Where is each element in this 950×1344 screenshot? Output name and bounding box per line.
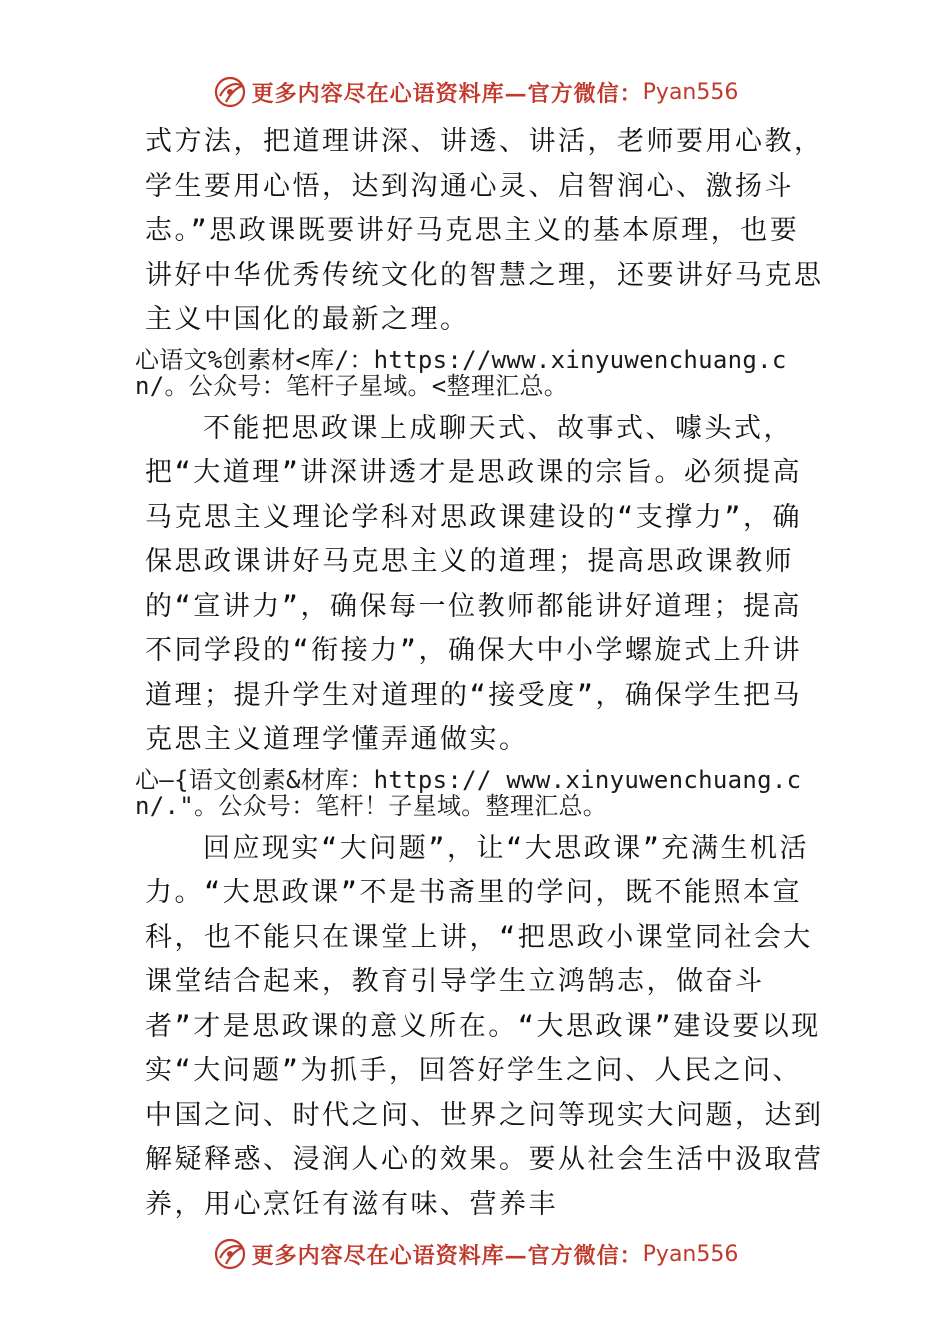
source-note-2: 心—{语文创素&材库：https:// www.xinyuwenchuang.cn/."。公众号：笔杆！子星域。整理汇总。 bbox=[135, 765, 802, 820]
paragraph-3: 回应现实“大问题”，让“大思政课”充满生机活力。“大思政课”不是书斋里的学问，既不能照本宣科，也不能只在课堂上讲，“把思政小课堂同社会大课堂结合起来，教育引导学生立鸿鹄志，做奋斗者”才是思政课的意义所在。“大思政课”建设要以现实“大问题”为抓手，回答好学生之问、人民之问、中国之问、时代之问、世界之问等现实大问题，达到解疑释惑、浸润人心的效果。要从社会生活中汲取营养，用心烹饪有滋有味、营养丰 bbox=[145, 832, 824, 1220]
watermark-header bbox=[0, 70, 950, 114]
watermark-logo-icon bbox=[212, 74, 248, 110]
watermark-text: 更多内容尽在心语资料库—官方微信： bbox=[251, 80, 643, 107]
paragraph-1: 式方法，把道理讲深、讲透、讲活，老师要用心教，学生要用心悟，达到沟通心灵、启智润心、激扬斗志。”思政课既要讲好马克思主义的基本原理，也要讲好中华优秀传统文化的智慧之理，还要讲好马克思主义中国化的最新之理。 bbox=[145, 126, 824, 335]
source-note-1: 心语文%创素材<库/：https://www.xinyuwenchuang.cn/。公众号：笔杆子星域。<整理汇总。 bbox=[135, 345, 787, 400]
watermark-id: Pyan556 bbox=[642, 1241, 739, 1267]
watermark-footer bbox=[0, 1232, 950, 1276]
watermark-text: 更多内容尽在心语资料库—官方微信： bbox=[251, 1242, 643, 1269]
paragraph-2: 不能把思政课上成聊天式、故事式、噱头式，把“大道理”讲深讲透才是思政课的宗旨。必须提高马克思主义理论学科对思政课建设的“支撑力”，确保思政课讲好马克思主义的道理；提高思政课教师的“宣讲力”，确保每一位教师都能讲好道理；提高不同学段的“衔接力”，确保大中小学螺旋式上升讲道理；提升学生对道理的“接受度”，确保学生把马克思主义道理学懂弄通做实。 bbox=[145, 412, 803, 755]
watermark-logo-icon bbox=[212, 1236, 248, 1272]
document-body bbox=[0, 120, 950, 1227]
watermark-id: Pyan556 bbox=[642, 79, 739, 105]
